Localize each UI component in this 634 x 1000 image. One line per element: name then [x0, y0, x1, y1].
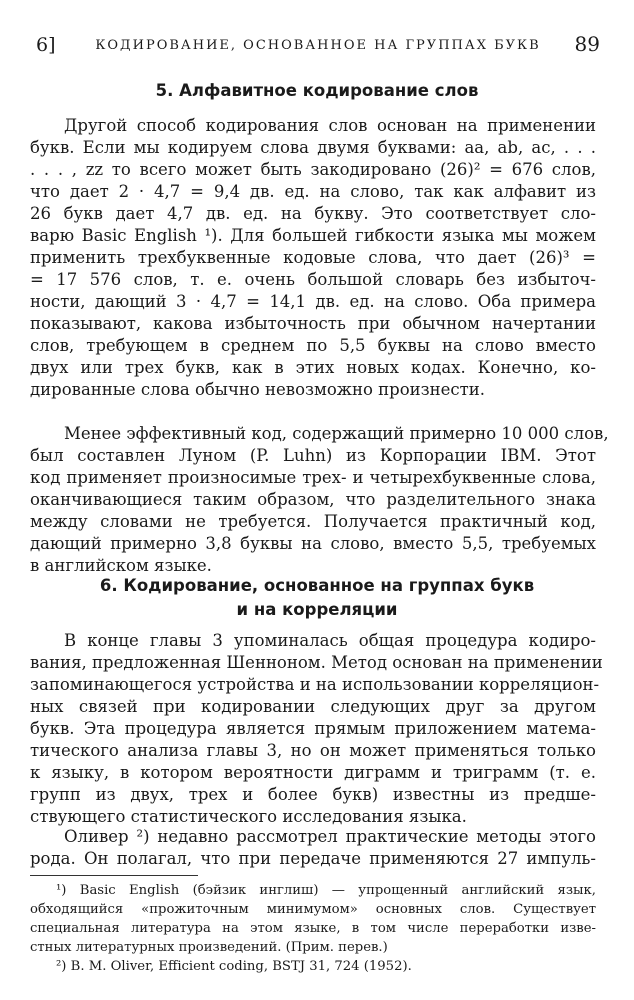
text-line: код применяет произносимые трех- и четырехбуквенные слова,	[30, 468, 596, 487]
text-line: дированные слова обычно невозможно произнести.	[30, 380, 485, 399]
text-line: между словами не требуется. Получается практичный код,	[30, 512, 596, 531]
section-6-title-line-2: и на корреляции	[236, 600, 398, 619]
text-line: Оливер ²) недавно рассмотрел практические методы этого	[64, 827, 596, 846]
text-line: 26 букв дает 4,7 дв. ед. на букву. Это соответствует сло-	[30, 204, 596, 223]
running-head	[36, 32, 600, 58]
text-line: букв. Если мы кодируем слова двумя буквами: aa, ab, ac, . . .	[30, 138, 596, 157]
text-line: . . . , zz то всего может быть закодировано (26)² = 676 слов,	[30, 160, 596, 179]
footnote-1-line: ¹) Basic English (бэйзик инглиш) — упрощенный английский язык,	[56, 883, 596, 898]
text-line: запоминающегося устройства и на использовании корреляцион-	[30, 675, 600, 694]
page-number: 89	[574, 32, 600, 56]
text-line: Менее эффективный код, содержащий примерно 10 000 слов,	[64, 424, 609, 443]
text-line: тического анализа главы 3, но он может применяться только	[30, 741, 596, 760]
text-line: что дает 2 · 4,7 = 9,4 дв. ед. на слово, так как алфавит из	[30, 182, 596, 201]
text-line: ности, дающий 3 · 4,7 = 14,1 дв. ед. на слово. Оба примера	[30, 292, 596, 311]
footnote-1-line: стных литературных произведений. (Прим. перев.)	[30, 940, 388, 955]
text-line: = 17 576 слов, т. е. очень большой словарь без избыточ-	[30, 270, 596, 289]
text-line: дающий примерно 3,8 буквы на слово, вместо 5,5, требуемых	[30, 534, 596, 553]
text-line: в английском языке.	[30, 556, 212, 575]
text-line: ных связей при кодировании следующих друг за другом	[30, 697, 596, 716]
footnote-divider	[30, 875, 198, 876]
text-line: двух или трех букв, как в этих новых кодах. Конечно, ко-	[30, 358, 596, 377]
text-line: Другой способ кодирования слов основан на применении	[64, 116, 596, 135]
chapter-number: 6]	[36, 34, 56, 56]
text-line: применить трехбуквенные кодовые слова, что дает (26)³ =	[30, 248, 596, 267]
footnote-1-line: специальная литература на этом языке, в том числе переработки изве-	[30, 921, 596, 936]
text-line: показывают, какова избыточность при обычном начертании	[30, 314, 596, 333]
text-line: В конце главы 3 упоминалась общая процедура кодиро-	[64, 631, 596, 650]
section-5-title: 5. Алфавитное кодирование слов	[155, 81, 479, 100]
text-line: групп из двух, трех и более букв) известны из предше-	[30, 785, 596, 804]
footnote-2: ²) B. M. Oliver, Efficient coding, BSTJ 31, 724 (1952).	[56, 959, 412, 974]
text-line: к языку, в котором вероятности диграмм и триграмм (т. е.	[30, 763, 596, 782]
section-5-paragraph-2	[30, 423, 609, 577]
text-line: вания, предложенная Шенноном. Метод основан на применении	[30, 653, 603, 672]
text-line: оканчивающиеся таким образом, что разделительного знака	[30, 490, 596, 509]
text-line: слов, требующем в среднем по 5,5 буквы на слово вместо	[30, 336, 596, 355]
section-5-paragraph-1	[30, 115, 596, 401]
text-line: был составлен Луном (P. Luhn) из Корпорации IBM. Этот	[30, 446, 596, 465]
text-line: варю Basic English ¹). Для большей гибкости языка мы можем	[30, 226, 596, 245]
section-6-paragraph-2	[30, 826, 596, 870]
text-line: рода. Он полагал, что при передаче применяются 27 импуль-	[30, 849, 596, 868]
footnotes	[30, 881, 596, 976]
footnote-1-line: обходящийся «прожиточным минимумом» основных слов. Существует	[30, 902, 596, 917]
section-6-paragraph-1	[30, 630, 603, 828]
text-line: букв. Эта процедура является прямым приложением матема-	[30, 719, 596, 738]
running-title: КОДИРОВАНИЕ, ОСНОВАННОЕ НА ГРУППАХ БУКВ	[95, 38, 541, 53]
section-6-title-line-1: 6. Кодирование, основанное на группах букв	[99, 576, 535, 595]
text-line: ствующего статистического исследования языка.	[30, 807, 467, 826]
section-6-title	[30, 574, 604, 622]
